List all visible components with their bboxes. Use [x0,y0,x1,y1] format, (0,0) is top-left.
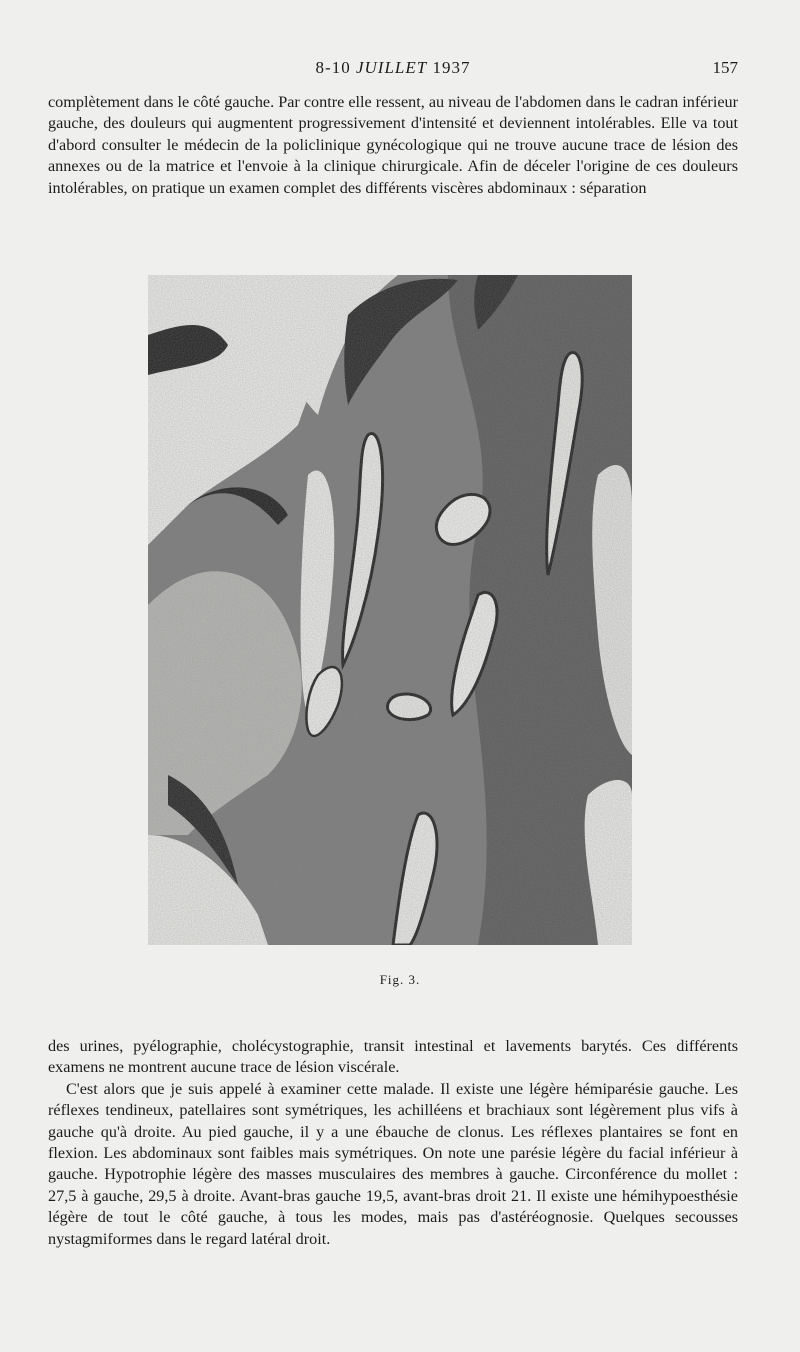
page-number: 157 [712,58,738,77]
paragraph: complètement dans le côté gauche. Par contre elle ressent, au niveau de l'abdomen dans le cadran inférieur gauche, des douleurs qui augmentent progressivement d'intensité et deviennent intolérables. Elle va tout d'abord consulter le médecin de la policlinique gynécologique qui ne trouve aucune trace de lésion des annexes ou de la matrice et l'envoie à la clinique chirurgicale. Afin de déceler l'origine de ces douleurs intolérables, on pratique un examen complet des différents viscères abdominaux : séparation [48,93,738,197]
body-text-top [48,92,738,199]
running-header [48,58,738,82]
journal-date [48,58,738,78]
paragraph: des urines, pyélographie, cholécystographie, transit intestinal et lavements barytés. Ces différents examens ne montrent aucune trace de lésion viscérale. [48,1037,738,1077]
body-text-bottom [48,1036,738,1250]
date-month: JUILLET [355,58,428,77]
micrograph-image [148,275,632,945]
figure-caption: Fig. 3. [379,972,421,987]
paragraph: C'est alors que je suis appelé à examiner cette malade. Il existe une légère hémiparésie gauche. Les réflexes tendineux, patellaires sont symétriques, les achilléens et brachiaux sont légèrement plus vifs à gauche qu'à droite. Au pied gauche, il y a une ébauche de clonus. Les réflexes plantaires se font en flexion. Les abdominaux sont faibles mais symétriques. On note une parésie légère du facial inférieur à gauche. Hypotrophie légère des masses musculaires des membres à gauche. Circonférence du mollet : 27,5 à gauche, 29,5 à droite. Avant-bras gauche 19,5, avant-bras droit 21. Il existe une hémihypoesthésie légère de tout le côté gauche, à tous les modes, mais pas d'astéréognosie. Quelques secousses nystagmiformes dans le regard latéral droit. [48,1079,738,1248]
date-prefix: 8-10 [315,58,356,77]
histology-micrograph [148,275,632,945]
date-year: 1937 [427,58,471,77]
